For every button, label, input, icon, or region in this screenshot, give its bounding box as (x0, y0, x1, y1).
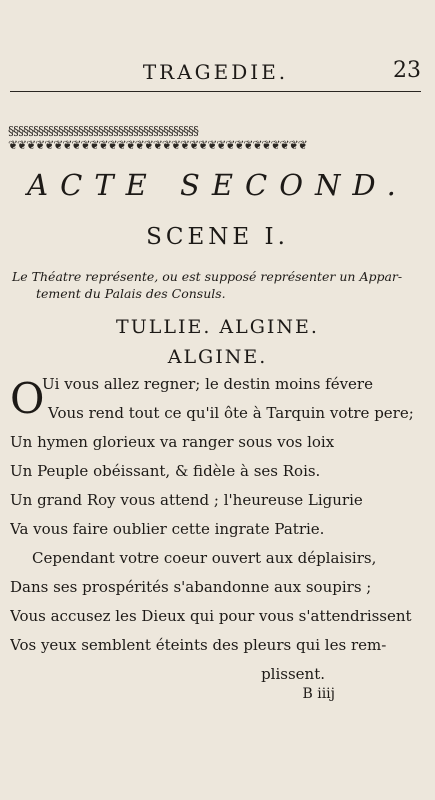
verse-line: Dans ses prospérités s'abandonne aux soupirs ; (10, 578, 372, 596)
verse-line: Vous accusez les Dieux qui pour vous s'attendrissent (10, 607, 412, 625)
ornament-row-2: ❦❦❦❦❦❦❦❦❦❦❦❦❦❦❦❦❦❦❦❦❦❦❦❦❦❦❦❦❦❦❦❦❦ (8, 138, 307, 152)
characters-heading: TULLIE. ALGINE. (116, 316, 319, 338)
verse-line: Un grand Roy vous attend ; l'heureuse Ligurie (10, 491, 363, 509)
verse-line: Un Peuple obéissant, & fidèle à ses Rois. (10, 462, 321, 480)
act-title: ACTE SECOND. (27, 168, 408, 202)
page-number: 23 (393, 58, 421, 83)
stage-direction-line-1: Le Théatre représente, ou est supposé représenter un Appar- (12, 269, 403, 284)
running-header (10, 56, 421, 92)
signature-mark: B iiij (302, 686, 335, 702)
speaker-name: ALGINE. (167, 346, 268, 368)
ornamental-band (8, 124, 423, 154)
verse-line: Va vous faire oublier cette ingrate Patrie. (10, 520, 325, 538)
header-rule (10, 91, 421, 92)
verse-block (10, 370, 425, 689)
verse-line: Ui vous allez regner; le destin moins févere (42, 375, 373, 393)
stage-direction-line-2: tement du Palais des Consuls. (36, 286, 226, 301)
ornament-row-1: §§§§§§§§§§§§§§§§§§§§§§§§§§§§§§§§§§§§§§ (8, 124, 198, 138)
verse-line: plissent. (261, 665, 325, 683)
verse-line: Vos yeux semblent éteints des pleurs qui les rem- (10, 636, 387, 654)
verse-line: Un hymen glorieux va ranger sous vos loix (10, 433, 335, 451)
running-title: TRAGEDIE. (142, 60, 289, 84)
drop-cap: O (10, 374, 45, 423)
verse-line: Cependant votre coeur ouvert aux déplaisirs, (32, 549, 377, 567)
scene-title: SCENE I. (146, 224, 289, 250)
verse-line: Vous rend tout ce qu'il ôte à Tarquin votre pere; (48, 404, 414, 422)
stage-direction (12, 268, 425, 302)
